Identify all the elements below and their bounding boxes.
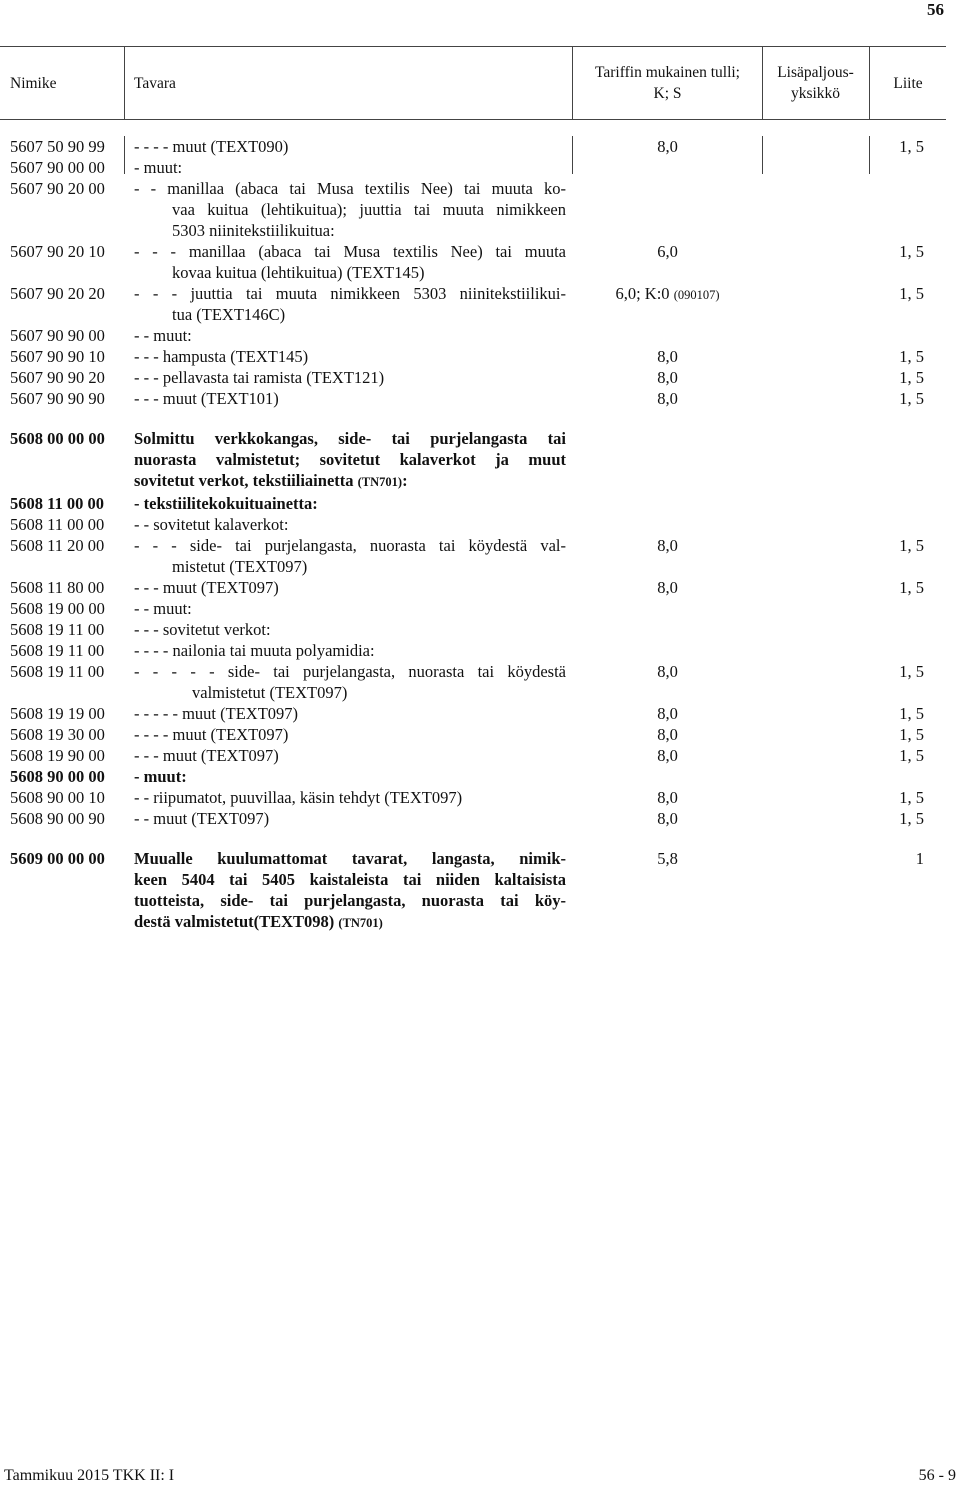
row-rate xyxy=(573,367,762,388)
row-code: 5608 11 20 00 xyxy=(10,536,105,555)
description-text: - - - pellavasta tai ramista (TEXT121) xyxy=(134,368,385,387)
row-description xyxy=(134,577,566,598)
row-description xyxy=(134,640,566,661)
description-line xyxy=(134,283,566,304)
description-text: sovitetut verkot, tekstiiliainetta xyxy=(134,471,354,490)
description-line xyxy=(134,428,566,449)
description-line xyxy=(134,808,566,829)
row-description xyxy=(134,766,566,787)
row-code: 5608 11 80 00 xyxy=(10,578,105,597)
row-description xyxy=(134,535,566,577)
table-row xyxy=(0,388,946,409)
description-text: vaa kuitua (lehtikuitua); juuttia tai muuta nimikkeen xyxy=(172,200,566,219)
description-text: - - - muut (TEXT101) xyxy=(134,389,279,408)
row-liite: 1, 5 xyxy=(899,137,924,156)
row-code: 5608 90 00 00 xyxy=(10,767,105,786)
description-text: - - muut (TEXT097) xyxy=(134,809,270,828)
table-row xyxy=(0,848,946,934)
description-text: nuorasta valmistetut; sovitetut kalaverkot ja muut xyxy=(134,450,566,469)
row-description xyxy=(134,428,566,493)
row-code: 5608 90 00 10 xyxy=(10,788,105,807)
table-row xyxy=(0,766,946,787)
row-liite: 1, 5 xyxy=(899,389,924,408)
description-text: - - riipumatot, puuvillaa, käsin tehdyt (TEXT097) xyxy=(134,788,463,807)
table-row xyxy=(0,178,946,241)
row-rate xyxy=(573,703,762,724)
rate-value: 8,0 xyxy=(657,662,678,681)
rate-value: 8,0 xyxy=(657,536,678,555)
rate-value: 8,0 xyxy=(657,704,678,723)
header-tulli xyxy=(573,47,762,119)
row-description xyxy=(134,619,566,640)
row-rate xyxy=(573,745,762,766)
row-liite: 1, 5 xyxy=(899,809,924,828)
table-row xyxy=(0,787,946,808)
row-code: 5608 19 90 00 xyxy=(10,746,105,765)
tn-reference: (TN701) xyxy=(357,475,403,489)
description-line xyxy=(134,241,566,262)
table-row xyxy=(0,428,946,493)
description-line xyxy=(134,703,566,724)
description-line xyxy=(134,493,566,514)
header-lisa-line1: Lisäpaljous- xyxy=(777,64,854,81)
table-row xyxy=(0,136,946,157)
row-description xyxy=(134,787,566,808)
row-code: 5607 90 90 10 xyxy=(10,347,105,366)
table-row xyxy=(0,535,946,577)
row-code: 5608 19 19 00 xyxy=(10,704,105,723)
table-row xyxy=(0,514,946,535)
description-text: - muut: xyxy=(134,158,183,177)
header-tulli-line1: Tariffin mukainen tulli; xyxy=(595,64,740,81)
row-description xyxy=(134,325,566,346)
table-row xyxy=(0,577,946,598)
row-rate xyxy=(573,283,762,306)
row-rate xyxy=(573,388,762,409)
row-code: 5608 11 00 00 xyxy=(10,494,104,513)
description-text: - - - - - side- tai purjelangasta, nuorasta tai köydestä xyxy=(134,662,566,681)
row-code: 5609 00 00 00 xyxy=(10,849,105,868)
description-line xyxy=(134,556,566,577)
description-line xyxy=(134,848,566,869)
description-text: Muualle kuulumattomat tavarat, langasta, nimik- xyxy=(134,849,566,868)
footer-right: 56 - 9 xyxy=(918,1467,956,1484)
table-row xyxy=(0,367,946,388)
row-liite: 1, 5 xyxy=(899,578,924,597)
column-divider xyxy=(124,136,125,174)
table-row xyxy=(0,745,946,766)
row-code: 5607 90 20 00 xyxy=(10,179,105,198)
row-code: 5608 19 30 00 xyxy=(10,725,105,744)
row-code: 5607 90 90 90 xyxy=(10,389,105,408)
row-description xyxy=(134,745,566,766)
description-line xyxy=(134,220,566,241)
table-row xyxy=(0,325,946,346)
row-description xyxy=(134,136,566,157)
description-text: - - manillaa (abaca tai Musa textilis Nee) tai muuta ko- xyxy=(134,179,566,198)
description-text: - - - - nailonia tai muuta polyamidia: xyxy=(134,641,375,660)
header-nimike: Nimike xyxy=(10,74,57,92)
row-code: 5608 19 11 00 xyxy=(10,620,105,639)
row-description xyxy=(134,703,566,724)
row-code: 5607 50 90 99 xyxy=(10,137,105,156)
table-row xyxy=(0,724,946,745)
description-text: - - - - - muut (TEXT097) xyxy=(134,704,299,723)
row-code: 5607 90 90 20 xyxy=(10,368,105,387)
description-line xyxy=(134,724,566,745)
row-rate xyxy=(573,136,762,157)
description-line xyxy=(134,661,566,682)
description-text: Solmittu verkkokangas, side- tai purjelangasta tai xyxy=(134,429,566,448)
description-text: - - - juuttia tai muuta nimikkeen 5303 niinitekstiilikui- xyxy=(134,284,566,303)
row-description xyxy=(134,514,566,535)
row-description xyxy=(134,661,566,703)
row-rate xyxy=(573,724,762,745)
rate-value: 8,0 xyxy=(657,746,678,765)
description-text: - - muut: xyxy=(134,326,192,345)
table-row xyxy=(0,346,946,367)
header-tavara: Tavara xyxy=(134,74,176,92)
description-line xyxy=(134,535,566,556)
row-liite: 1, 5 xyxy=(899,347,924,366)
description-line xyxy=(134,157,566,178)
row-liite: 1, 5 xyxy=(899,704,924,723)
row-liite: 1, 5 xyxy=(899,662,924,681)
rate-value: 8,0 xyxy=(657,809,678,828)
description-text: - - - muut (TEXT097) xyxy=(134,578,279,597)
row-code: 5608 00 00 00 xyxy=(10,429,105,448)
description-text: destä valmistetut(TEXT098) xyxy=(134,912,335,931)
header-lisayksikko xyxy=(763,47,868,119)
description-line xyxy=(134,367,566,388)
table-row xyxy=(0,157,946,178)
description-line xyxy=(134,136,566,157)
row-code: 5607 90 20 20 xyxy=(10,284,105,303)
description-line xyxy=(134,514,566,535)
row-description xyxy=(134,808,566,829)
rate-value: 8,0 xyxy=(657,347,678,366)
rate-value: 8,0 xyxy=(657,725,678,744)
description-line xyxy=(134,304,566,325)
row-code: 5608 19 00 00 xyxy=(10,599,105,618)
row-rate xyxy=(573,577,762,598)
description-text: - tekstiilitekokuituainetta: xyxy=(134,494,318,513)
footer-left: Tammikuu 2015 TKK II: I xyxy=(4,1467,175,1484)
table-row xyxy=(0,808,946,829)
table-row xyxy=(0,283,946,325)
description-line xyxy=(134,470,566,493)
row-liite: 1, 5 xyxy=(899,242,924,261)
row-rate xyxy=(573,848,762,869)
row-rate xyxy=(573,346,762,367)
rate-value: 8,0 xyxy=(657,137,678,156)
description-text: - - - muut (TEXT097) xyxy=(134,746,279,765)
description-line xyxy=(134,598,566,619)
tn-reference: (TN701) xyxy=(338,916,383,930)
description-line xyxy=(134,449,566,470)
row-description xyxy=(134,724,566,745)
rate-value: 5,8 xyxy=(657,849,678,868)
row-rate xyxy=(573,535,762,556)
row-rate xyxy=(573,661,762,682)
description-text: kovaa kuitua (lehtikuitua) (TEXT145) xyxy=(172,263,425,282)
table-row xyxy=(0,661,946,703)
description-line xyxy=(134,346,566,367)
table-row xyxy=(0,619,946,640)
row-code: 5607 90 90 00 xyxy=(10,326,105,345)
row-code: 5607 90 20 10 xyxy=(10,242,105,261)
row-description xyxy=(134,598,566,619)
description-line xyxy=(134,911,566,934)
row-liite: 1, 5 xyxy=(899,746,924,765)
description-text: valmistetut (TEXT097) xyxy=(192,683,348,702)
description-text: - - - hampusta (TEXT145) xyxy=(134,347,309,366)
description-text: - muut: xyxy=(134,767,187,786)
row-rate xyxy=(573,241,762,262)
column-divider xyxy=(869,136,870,174)
rate-value: 8,0 xyxy=(657,788,678,807)
row-description xyxy=(134,178,566,241)
header-lisa-line2: yksikkö xyxy=(790,85,841,102)
description-text: - - - sovitetut verkot: xyxy=(134,620,271,639)
rate-date-note: (090107) xyxy=(673,288,720,302)
row-code: 5608 11 00 00 xyxy=(10,515,105,534)
description-line xyxy=(134,388,566,409)
row-code: 5607 90 00 00 xyxy=(10,158,105,177)
row-code: 5608 90 00 90 xyxy=(10,809,105,828)
description-line xyxy=(134,787,566,808)
table-header xyxy=(0,46,946,120)
header-liite: Liite xyxy=(893,74,923,92)
row-description xyxy=(134,283,566,325)
row-description xyxy=(134,493,566,514)
row-rate xyxy=(573,808,762,829)
row-code: 5608 19 11 00 xyxy=(10,662,105,681)
description-text: 5303 niinitekstiilikuitua: xyxy=(172,221,335,240)
description-text: - - - side- tai purjelangasta, nuorasta tai köydestä val- xyxy=(134,536,566,555)
description-line xyxy=(134,745,566,766)
description-text: tua (TEXT146C) xyxy=(172,305,286,324)
row-description xyxy=(134,346,566,367)
row-description xyxy=(134,241,566,283)
description-text: mistetut (TEXT097) xyxy=(172,557,308,576)
rate-value: 8,0 xyxy=(657,368,678,387)
description-line xyxy=(134,640,566,661)
header-divider xyxy=(124,47,125,119)
row-liite: 1, 5 xyxy=(899,284,924,303)
description-line xyxy=(134,325,566,346)
description-text: - - - manillaa (abaca tai Musa textilis Nee) tai muuta xyxy=(134,242,566,261)
table-row xyxy=(0,703,946,724)
row-liite: 1, 5 xyxy=(899,725,924,744)
description-text: - - - - muut (TEXT090) xyxy=(134,137,289,156)
description-text: - - sovitetut kalaverkot: xyxy=(134,515,289,534)
row-code: 5608 19 11 00 xyxy=(10,641,105,660)
table-row xyxy=(0,241,946,283)
description-text: - - muut: xyxy=(134,599,192,618)
description-suffix: : xyxy=(402,471,408,490)
description-line xyxy=(134,262,566,283)
rate-value: 8,0 xyxy=(657,578,678,597)
row-description xyxy=(134,367,566,388)
header-tulli-line2: K; S xyxy=(653,85,682,102)
description-line xyxy=(134,178,566,199)
column-divider xyxy=(572,136,573,174)
row-liite: 1, 5 xyxy=(899,788,924,807)
description-line xyxy=(134,869,566,890)
description-line xyxy=(134,619,566,640)
rate-value: 8,0 xyxy=(657,389,678,408)
column-divider xyxy=(762,136,763,174)
table-row xyxy=(0,493,946,514)
tariff-table xyxy=(0,136,946,934)
row-description xyxy=(134,157,566,178)
description-line xyxy=(134,890,566,911)
rate-value: 6,0 xyxy=(657,242,678,261)
description-line xyxy=(134,766,566,787)
row-liite: 1, 5 xyxy=(899,536,924,555)
page-number: 56 xyxy=(927,0,944,19)
description-text: keen 5404 tai 5405 kaistaleista tai niiden kaltaisista xyxy=(134,870,566,889)
description-text: tuotteista, side- tai purjelangasta, nuorasta tai köy- xyxy=(134,891,566,910)
row-liite: 1, 5 xyxy=(899,368,924,387)
row-description xyxy=(134,388,566,409)
table-row xyxy=(0,640,946,661)
description-line xyxy=(134,682,566,703)
section-gap xyxy=(0,829,946,848)
row-rate xyxy=(573,787,762,808)
description-line xyxy=(134,577,566,598)
description-line xyxy=(134,199,566,220)
section-gap xyxy=(0,409,946,428)
rate-value: 6,0; K:0 xyxy=(615,284,670,303)
row-liite: 1 xyxy=(915,849,924,868)
table-row xyxy=(0,598,946,619)
row-description xyxy=(134,848,566,934)
description-text: - - - - muut (TEXT097) xyxy=(134,725,289,744)
